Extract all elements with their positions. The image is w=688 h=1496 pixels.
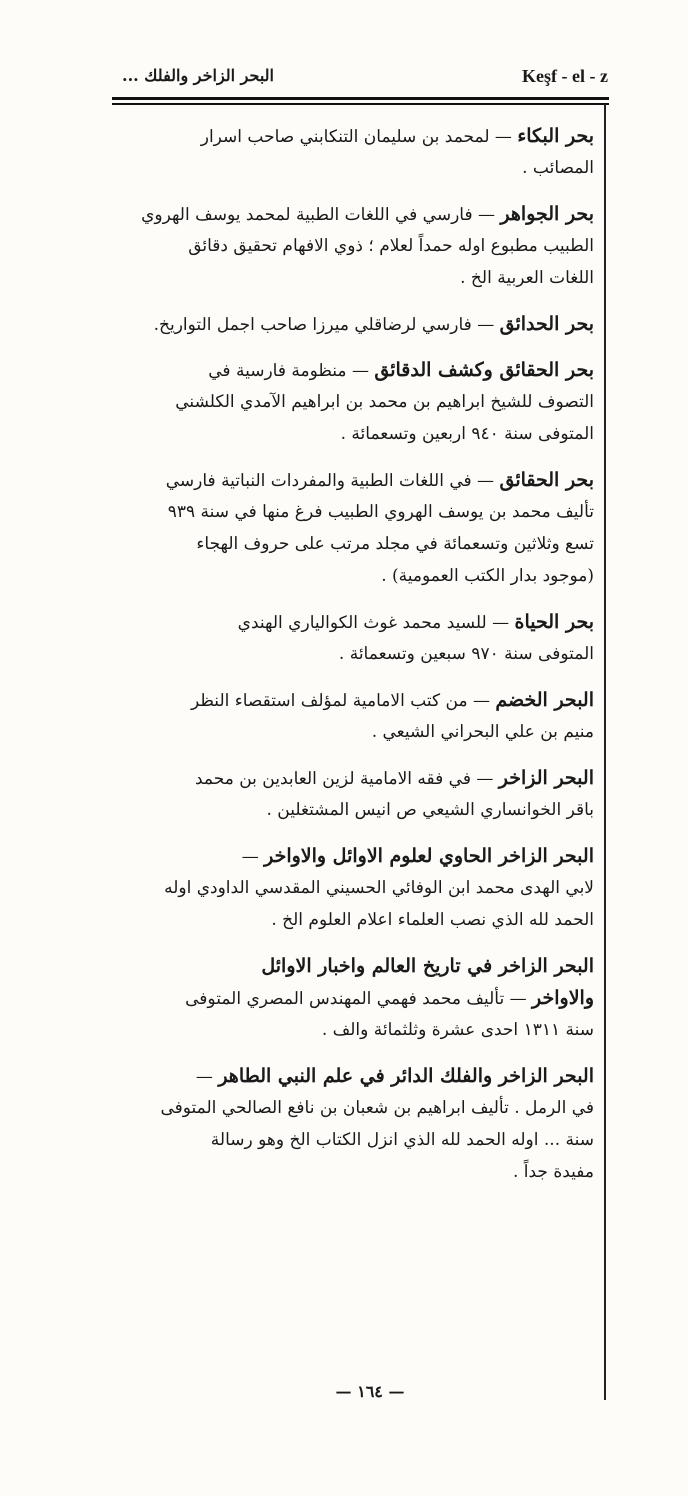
entry-gap [118, 294, 602, 308]
entry-headword: بحر الحقائق [499, 469, 594, 491]
dictionary-entry [118, 762, 602, 826]
entry-text: — منظومة فارسية في [208, 361, 375, 381]
entry-line [118, 1092, 602, 1124]
header-rule-thick [112, 97, 609, 100]
entry-text: — للسيد محمد غوث الكوالياري الهندي [237, 613, 515, 633]
entry-line [118, 1060, 602, 1092]
entry-text: اللغات العربية الخ . [460, 268, 594, 288]
entry-text: لابي الهدى محمد ابن الوفائي الحسيني المقدسي الداودي اوله [164, 878, 594, 898]
entry-line [118, 528, 602, 560]
entry-text: — من كتب الامامية لمؤلف استقصاء النظر [190, 691, 496, 711]
entry-text: التصوف للشيخ ابراهيم بن محمد بن ابراهيم الآمدي الكلشني [175, 392, 594, 412]
entry-text: في الرمل . تأليف ابراهيم بن شعبان بن نافع الصالحي المتوفى [160, 1098, 594, 1118]
entry-text: منيم بن علي البحراني الشيعي . [371, 722, 594, 742]
entry-line [118, 308, 602, 340]
entry-text: تسع وثلاثين وتسعمائة في مجلد مرتب على حروف الهجاء [196, 534, 594, 554]
entry-line [118, 496, 602, 528]
entry-text: باقر الخوانساري الشيعي ص انيس المشتغلين . [266, 800, 594, 820]
entry-line [118, 120, 602, 152]
entry-line [118, 560, 602, 592]
entry-gap [118, 670, 602, 684]
entry-line [118, 638, 602, 670]
entry-text: — في فقه الامامية لزين العابدين بن محمد [194, 769, 499, 789]
entry-text: — فارسي في اللغات الطبية لمحمد يوسف الهروي [141, 205, 501, 225]
entry-text: المصائب . [522, 158, 594, 178]
entry-text: المتوفى سنة ٩٧٠ سبعين وتسعمائة . [338, 644, 594, 664]
entry-headword: بحر البكاء [517, 125, 594, 147]
dictionary-entry [118, 606, 602, 670]
entry-line [118, 904, 602, 936]
entry-line [118, 794, 602, 826]
entry-headword: البحر الخضم [495, 689, 594, 711]
entry-line [118, 354, 602, 386]
header-rule-thin [112, 103, 609, 105]
entry-gap [118, 1046, 602, 1060]
dictionary-entry [118, 684, 602, 748]
entry-line [118, 262, 602, 294]
entry-gap [118, 450, 602, 464]
entry-headword: البحر الزاخر [498, 767, 594, 789]
entry-text: الحمد لله الذي نصب العلماء اعلام العلوم الخ . [271, 910, 594, 930]
dictionary-entry [118, 464, 602, 592]
entry-headword: بحر الجواهر [500, 203, 594, 225]
entry-headword: البحر الزاخر الحاوي لعلوم الاوائل والاواخر [264, 845, 594, 867]
entry-gap [118, 592, 602, 606]
entry-text: — فارسي لرضاقلي ميرزا صاحب اجمل التواريخ. [153, 315, 500, 335]
entry-text: — في اللغات الطبية والمفردات النباتية فارسي [165, 471, 500, 491]
entry-line [118, 684, 602, 716]
entry-line [118, 982, 602, 1014]
entry-line [118, 606, 602, 638]
entry-headword: البحر الزاخر في تاريخ العالم واخبار الاوائل [261, 955, 594, 977]
entry-text: مفيدة جداً . [512, 1162, 594, 1182]
dictionary-entry [118, 308, 602, 340]
entry-gap [118, 340, 602, 354]
entry-line [118, 840, 602, 872]
margin-rule [604, 104, 606, 1400]
dictionary-entry [118, 354, 602, 450]
entry-text: سنة ... اوله الحمد لله الذي انزل الكتاب الخ وهو رسالة [210, 1130, 594, 1150]
dictionary-entry [118, 1060, 602, 1188]
entry-text: (موجود بدار الكتب العمومية) . [381, 566, 594, 586]
dictionary-entry [118, 198, 602, 294]
entry-line [118, 152, 602, 184]
entry-text: — [241, 847, 265, 867]
entry-text: المتوفى سنة ٩٤٠ اربعين وتسعمائة . [340, 424, 594, 444]
entry-line [118, 872, 602, 904]
entry-line [118, 198, 602, 230]
entry-gap [118, 184, 602, 198]
entry-text: — لمحمد بن سليمان التنكابني صاحب اسرار [200, 127, 518, 147]
entry-headword: البحر الزاخر والفلك الدائر في علم النبي الطاهر [218, 1065, 594, 1087]
entry-line [118, 950, 602, 982]
entry-text: تأليف محمد بن يوسف الهروي الطبيب فرغ منها في سنة ٩٣٩ [167, 502, 594, 522]
entry-text: — [195, 1067, 219, 1087]
entry-line [118, 1156, 602, 1188]
header-latin-title: Keşf - el - z [522, 66, 608, 86]
entry-text: الطبيب مطبوع اوله حمداً لعلام ؛ ذوي الافهام تحقيق دقائق [188, 236, 594, 256]
entries-column [118, 120, 602, 1188]
entry-text: سنة ١٣١١ احدى عشرة وثلثمائة والف . [321, 1020, 594, 1040]
running-header [112, 62, 608, 92]
entry-line [118, 386, 602, 418]
entry-headword: والاواخر [532, 987, 594, 1009]
entry-line [118, 1124, 602, 1156]
entry-line [118, 716, 602, 748]
entry-gap [118, 748, 602, 762]
entry-headword: بحر الحدائق [499, 313, 594, 335]
entry-line [118, 418, 602, 450]
entry-gap [118, 936, 602, 950]
entry-line [118, 464, 602, 496]
entry-headword: بحر الحياة [514, 611, 594, 633]
entry-line [118, 1014, 602, 1046]
page-number: — ١٦٤ — [335, 1382, 405, 1401]
entry-line [118, 762, 602, 794]
dictionary-entry [118, 120, 602, 184]
entry-text: — تأليف محمد فهمي المهندس المصري المتوفى [185, 989, 533, 1009]
entry-line [118, 230, 602, 262]
entry-headword: بحر الحقائق وكشف الدقائق [374, 359, 594, 381]
entry-gap [118, 826, 602, 840]
dictionary-entry [118, 840, 602, 936]
dictionary-entry [118, 950, 602, 1046]
header-arabic-title: البحر الزاخر والفلك ... [122, 66, 274, 85]
